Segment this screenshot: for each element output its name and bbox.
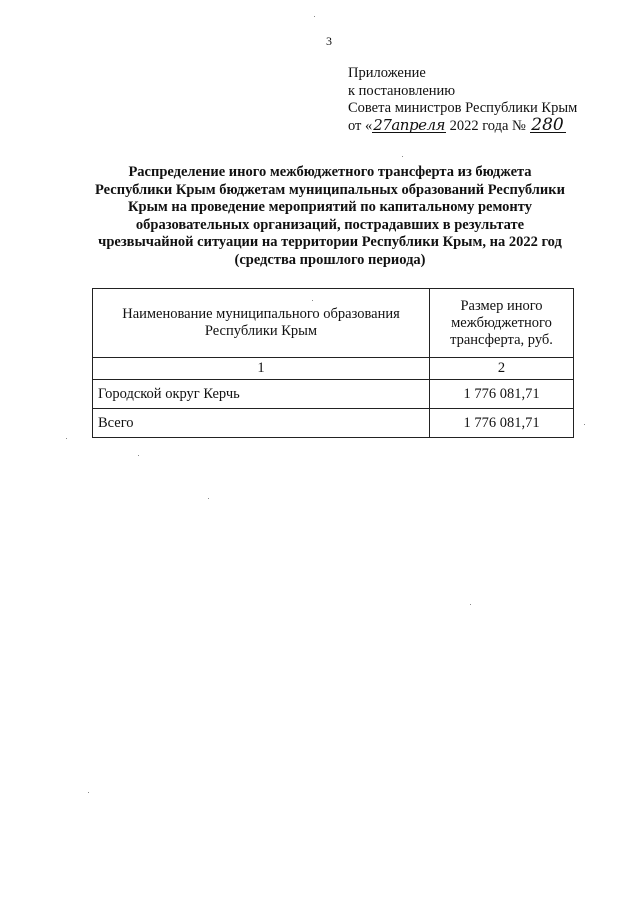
title-line-3: Крым на проведение мероприятий по капитальному ремонту: [128, 199, 532, 215]
title-line-1: Распределение иного межбюджетного трансферта из бюджета: [128, 164, 532, 180]
title-line-6: (средства прошлого периода): [234, 251, 426, 268]
column-number-2: 2: [430, 358, 574, 380]
header-amount-line-3: трансферта, руб.: [450, 331, 553, 348]
column-number-row: [93, 358, 574, 380]
title-line-4: образовательных организаций, пострадавших в результате: [135, 216, 525, 233]
table-total-row: [93, 409, 574, 438]
handwritten-number: 280: [531, 114, 564, 135]
date-prefix: от «: [348, 117, 373, 134]
header-amount-line-1: Размер иного: [460, 297, 543, 314]
title-line-5: чрезвычайной ситуации на территории Республики Крым, на 2022 год: [98, 234, 562, 250]
header-municipality-line-2: Республики Крым: [204, 323, 318, 339]
page-number: 3: [326, 34, 332, 48]
header-municipality-line-1: Наименование муниципального образования: [122, 306, 400, 322]
column-number-1: 1: [93, 358, 430, 380]
header-amount: [430, 289, 574, 358]
header-amount-line-2: межбюджетного: [451, 314, 552, 331]
table-row: [93, 380, 574, 409]
row-municipality: Городской округ Керчь: [93, 380, 430, 409]
appendix-line-3: Совета министров Республики Крым: [348, 100, 578, 116]
header-municipality: [93, 289, 430, 358]
appendix-block: [348, 65, 577, 135]
appendix-line-2: к постановлению: [348, 82, 456, 99]
total-label: Всего: [93, 409, 430, 438]
row-amount: 1 776 081,71: [430, 380, 574, 409]
appendix-date-line: [348, 114, 577, 136]
transfer-table: [92, 288, 574, 438]
title-line-2: Республики Крым бюджетам муниципальных образований Республики: [95, 181, 565, 198]
date-suffix: 2022 года №: [449, 117, 526, 134]
appendix-line-1: Приложение: [348, 65, 426, 81]
total-amount: 1 776 081,71: [430, 409, 574, 438]
table-header-row: [93, 289, 574, 358]
document-title: [70, 164, 590, 269]
handwritten-date: 27апреля: [373, 115, 445, 134]
